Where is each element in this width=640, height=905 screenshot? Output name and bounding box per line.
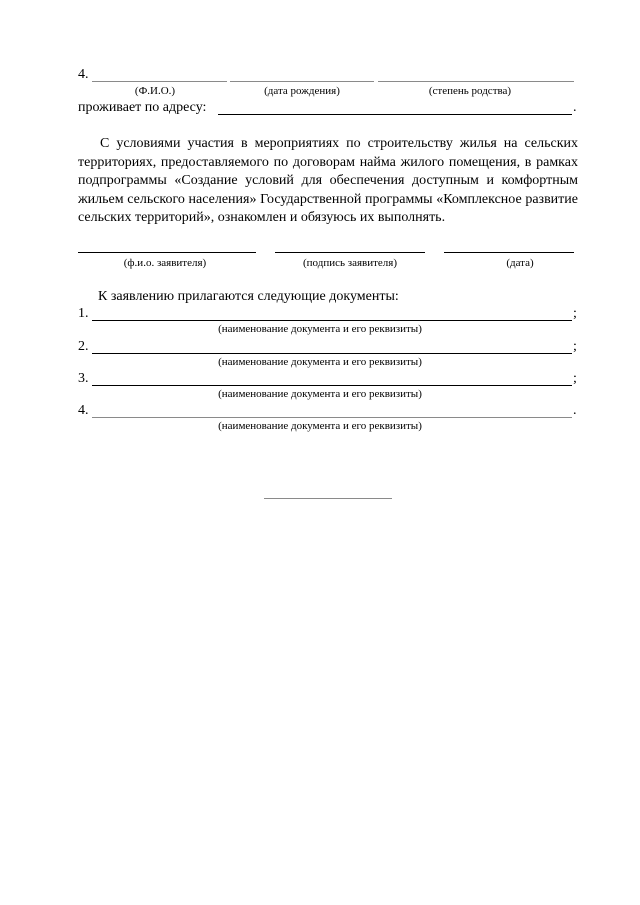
address-field-line [218,114,572,115]
attachment-2-line [92,353,572,354]
date-line [444,252,574,253]
attachment-3-line [92,385,572,386]
attachment-1-line [92,320,572,321]
attachment-1-number: 1. [78,306,89,321]
attachment-4-line [92,417,572,418]
attachment-3-number: 3. [78,371,89,386]
attachment-4-caption: (наименование документа и его реквизиты) [218,420,422,432]
applicant-name-caption: (ф.и.о. заявителя) [123,257,207,269]
birthdate-caption: (дата рождения) [264,85,340,97]
attachment-4-number: 4. [78,403,89,418]
relation-field-line [378,81,574,82]
attachment-4-end: . [573,403,577,418]
end-divider [264,498,392,499]
date-caption: (дата) [506,257,534,269]
address-end-mark: . [573,100,577,115]
address-label: проживает по адресу: [78,100,207,115]
birthdate-field-line [230,81,374,82]
attachment-1-end: ; [573,306,577,321]
attachment-3-caption: (наименование документа и его реквизиты) [218,388,422,400]
consent-paragraph: С условиями участия в мероприятиях по строительству жилья на сельских территориях, предоставляемого по договорам найма жилого помещения, в рамках подпрограммы «Создание условий для обеспечения доступным и комфортным жильем сельского населения» Государственной программы «Комплексное развитие сельских территорий», ознакомлен и обязуюсь их выполнять. [78,136,578,226]
fio-field-line [92,81,227,82]
attachment-2-caption: (наименование документа и его реквизиты) [218,356,422,368]
relation-caption: (степень родства) [428,85,512,97]
fio-caption: (Ф.И.О.) [134,85,176,97]
applicant-sign-caption: (подпись заявителя) [302,257,398,269]
applicant-sign-line [275,252,425,253]
attachment-1-caption: (наименование документа и его реквизиты) [218,323,422,335]
attachment-2-end: ; [573,339,577,354]
attachment-3-end: ; [573,371,577,386]
relative-number: 4. [78,67,89,82]
attachment-2-number: 2. [78,339,89,354]
applicant-name-line [78,252,256,253]
attachments-heading: К заявлению прилагаются следующие документы: [98,289,399,304]
